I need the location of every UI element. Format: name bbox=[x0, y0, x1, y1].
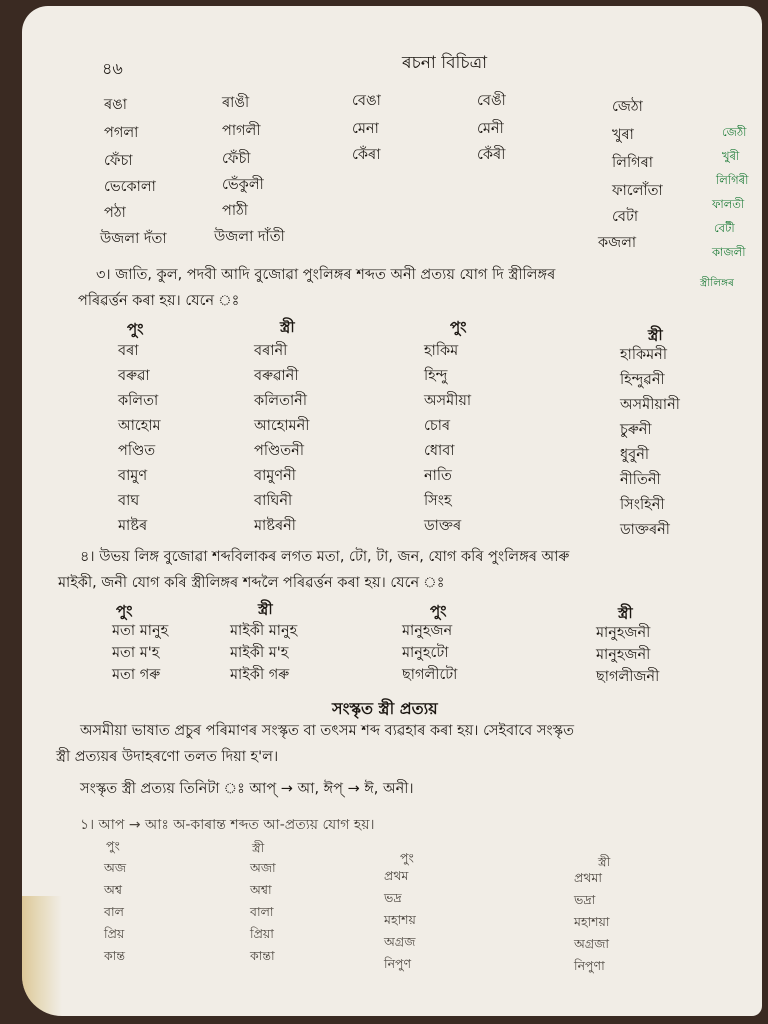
table-cell: নীতিনী bbox=[620, 472, 661, 488]
table-cell: কলিতা bbox=[118, 393, 159, 409]
table-cell: অগ্ৰজা bbox=[574, 936, 609, 951]
table-cell: প্ৰিয়া bbox=[250, 926, 274, 941]
table-cell: মতা ম'হ bbox=[112, 645, 160, 661]
column-header: পুং bbox=[106, 838, 120, 853]
grid-word: পাগলী bbox=[222, 123, 261, 139]
grid-word: ভেঁকুলী bbox=[222, 177, 264, 193]
margin-note: ফালতী bbox=[712, 197, 745, 211]
grid-word: মেনী bbox=[477, 121, 504, 137]
table-cell: অশ্বা bbox=[250, 882, 272, 897]
margin-note: খুৰী bbox=[722, 149, 740, 163]
running-title: ৰচনা বিচিত্ৰা bbox=[402, 53, 488, 73]
column-header: স্ত্ৰী bbox=[648, 326, 663, 344]
grid-word: বেঙী bbox=[477, 93, 506, 109]
table-cell: মাইকী মানুহ bbox=[230, 623, 298, 639]
table-cell: ডাক্তৰ bbox=[424, 518, 462, 534]
rule-3-paragraph bbox=[78, 262, 718, 314]
table-cell: পণ্ডিত bbox=[118, 443, 156, 459]
table-cell: প্ৰিয় bbox=[104, 926, 125, 941]
rule-4-line-2: মাইকী, জনী যোগ কৰি স্ত্ৰীলিঙ্গৰ শব্দলৈ পৰিৱৰ্ত্তন কৰা হয়। যেনে ঃ bbox=[58, 575, 445, 591]
grid-word: ৰাঙী bbox=[222, 95, 250, 111]
intro-paragraph bbox=[56, 718, 756, 770]
table-cell: অসমীয়ানী bbox=[620, 397, 680, 413]
table-cell: কান্তা bbox=[250, 948, 275, 963]
table-cell: চুৰুনী bbox=[620, 422, 652, 438]
grid-word: ফালোঁতা bbox=[612, 183, 663, 199]
table-cell: ধোবা bbox=[424, 443, 455, 459]
table-cell: প্ৰথম bbox=[384, 868, 409, 883]
table-cell: ছাগলীটো bbox=[402, 667, 458, 683]
margin-note: কাজলী bbox=[712, 245, 746, 259]
column-header: স্ত্ৰী bbox=[280, 318, 295, 336]
grid-word: ৰঙা bbox=[104, 97, 128, 113]
table-cell: হাকিমনী bbox=[620, 347, 667, 363]
column-header: স্ত্ৰী bbox=[618, 604, 633, 622]
table-cell: অজা bbox=[250, 860, 276, 875]
table-cell: হিন্দুৱনী bbox=[620, 372, 665, 388]
table-cell: নাতি bbox=[424, 468, 452, 484]
grid-word: কজলা bbox=[598, 235, 637, 251]
table-cell: বৰা bbox=[118, 343, 139, 359]
book-page bbox=[22, 6, 762, 1016]
table-cell: ছাগলীজনী bbox=[596, 669, 660, 685]
table-cell: হিন্দু bbox=[424, 368, 448, 384]
table-cell: পণ্ডিতনী bbox=[254, 443, 304, 459]
grid-word: পাঠী bbox=[222, 203, 248, 219]
table-cell: অশ্ব bbox=[104, 882, 122, 897]
column-header: স্ত্ৰী bbox=[258, 600, 273, 618]
table-cell: বাঘিনী bbox=[254, 493, 293, 509]
table-cell: ধুবুনী bbox=[620, 447, 649, 463]
column-header: পুং bbox=[127, 320, 144, 338]
table-cell: মানুহটো bbox=[402, 645, 449, 661]
table-cell: মাইকী ম'হ bbox=[230, 645, 289, 661]
column-header: পুং bbox=[430, 602, 447, 620]
table-cell: বৰানী bbox=[254, 343, 288, 359]
table-cell: কান্ত bbox=[104, 948, 125, 963]
grid-word: উজলা দঁতা bbox=[100, 231, 167, 247]
table-cell: মহাশয়া bbox=[574, 914, 610, 929]
table-cell: সিংহ bbox=[424, 493, 452, 509]
rule-1-line: ১। আপ → আঃ অ-কাৰান্ত শব্দত আ-প্ৰত্যয় যোগ হয়। bbox=[80, 817, 375, 833]
table-cell: ভদ্ৰা bbox=[574, 892, 596, 907]
table-cell: মতা গৰু bbox=[112, 667, 161, 683]
grid-word: মেনা bbox=[352, 121, 379, 137]
grid-word: ভেকোলা bbox=[104, 179, 156, 195]
grid-word: বেঙা bbox=[352, 93, 381, 109]
grid-word: উজলা দাঁতী bbox=[214, 229, 285, 245]
column-header: স্ত্ৰী bbox=[252, 840, 265, 855]
grid-word: ফেঁচী bbox=[222, 151, 251, 167]
rule-4-line-1: ৪। উভয় লিঙ্গ বুজোৱা শব্দবিলাকৰ লগত মতা, টো, টা, জন, যোগ কৰি পুংলিঙ্গৰ আৰু bbox=[80, 549, 570, 565]
table-cell: অগ্ৰজ bbox=[384, 934, 416, 949]
column-header: পুং bbox=[116, 602, 133, 620]
grid-word: লিগিৰা bbox=[612, 155, 653, 171]
table-cell: চোৰ bbox=[424, 418, 451, 434]
column-header: পুং bbox=[450, 318, 467, 336]
intro-line-1: অসমীয়া ভাষাত প্ৰচুৰ পৰিমাণৰ সংস্কৃত বা তৎসম শব্দ ব্যৱহাৰ কৰা হয়। সেইবাবে সংস্কৃত bbox=[80, 723, 575, 739]
intro-line-2: স্ত্ৰী প্ৰত্যয়ৰ উদাহৰণো তলত দিয়া হ'ল। bbox=[56, 749, 279, 765]
table-cell: বাল bbox=[104, 904, 124, 919]
table-cell: অজ bbox=[104, 860, 127, 875]
table-cell: আহোম bbox=[118, 418, 161, 434]
table-cell: মহাশয় bbox=[384, 912, 416, 927]
suffix-line: সংস্কৃত স্ত্ৰী প্ৰত্যয় তিনিটা ঃ আপ্ → আ, ঈপ্ → ঈ, অনী। bbox=[80, 781, 414, 797]
grid-word: কেঁৰী bbox=[477, 147, 506, 163]
table-cell: ডাক্তৰনী bbox=[620, 522, 670, 538]
grid-word: পগলা bbox=[104, 125, 139, 141]
grid-word: ফেঁচা bbox=[104, 153, 133, 169]
table-cell: মানুহজন bbox=[402, 623, 453, 639]
column-header: স্ত্ৰী bbox=[598, 854, 611, 869]
table-cell: প্ৰথমা bbox=[574, 870, 602, 885]
table-cell: বৰুৱা bbox=[118, 368, 150, 384]
column-header: পুং bbox=[400, 850, 414, 865]
table-cell: বৰুৱানী bbox=[254, 368, 299, 384]
page-number: ৪৬ bbox=[102, 59, 123, 78]
table-cell: কলিতানী bbox=[254, 393, 307, 409]
rule-4-paragraph bbox=[58, 544, 748, 596]
table-cell: বাঘ bbox=[118, 493, 140, 509]
table-cell: বামুণনী bbox=[254, 468, 296, 484]
table-cell: বামুণ bbox=[118, 468, 148, 484]
table-cell: নিপুণা bbox=[574, 958, 605, 973]
table-cell: মাষ্টৰনী bbox=[254, 518, 296, 534]
table-cell: মানুহজনী bbox=[596, 625, 651, 641]
grid-word: জেঠা bbox=[612, 99, 643, 115]
rule-3-line-1: ৩। জাতি, কুল, পদবী আদি বুজোৱা পুংলিঙ্গৰ শব্দত অনী প্ৰত্যয় যোগ দি স্ত্ৰীলিঙ্গৰ bbox=[96, 267, 556, 283]
margin-note: জেঠী bbox=[722, 125, 747, 139]
grid-word: পঠা bbox=[104, 205, 126, 221]
table-cell: মাইকী গৰু bbox=[230, 667, 290, 683]
table-cell: মাষ্টৰ bbox=[118, 518, 148, 534]
table-cell: নিপুণ bbox=[384, 956, 412, 971]
grid-word: বেটা bbox=[612, 209, 639, 225]
margin-note: স্ত্ৰীলিঙ্গৰ bbox=[700, 277, 734, 289]
table-cell: সিংহিনী bbox=[620, 497, 665, 513]
table-cell: মতা মানুহ bbox=[112, 623, 169, 639]
page-edge-shadow bbox=[22, 896, 62, 1016]
table-cell: আহোমনী bbox=[254, 418, 310, 434]
table-cell: মানুহজনী bbox=[596, 647, 651, 663]
table-cell: বালা bbox=[250, 904, 274, 919]
table-cell: হাকিম bbox=[424, 343, 459, 359]
section-title: সংস্কৃত স্ত্ৰী প্ৰত্যয় bbox=[332, 699, 438, 718]
margin-note: লিগিৰী bbox=[716, 173, 749, 187]
rule-3-line-2: পৰিৱৰ্ত্তন কৰা হয়। যেনে ঃ bbox=[78, 293, 240, 309]
table-cell: ভদ্ৰ bbox=[384, 890, 402, 905]
margin-note: বেটী bbox=[714, 221, 735, 235]
grid-word: খুৰা bbox=[612, 127, 634, 143]
grid-word: কেঁৰা bbox=[352, 147, 381, 163]
table-cell: অসমীয়া bbox=[424, 393, 472, 409]
